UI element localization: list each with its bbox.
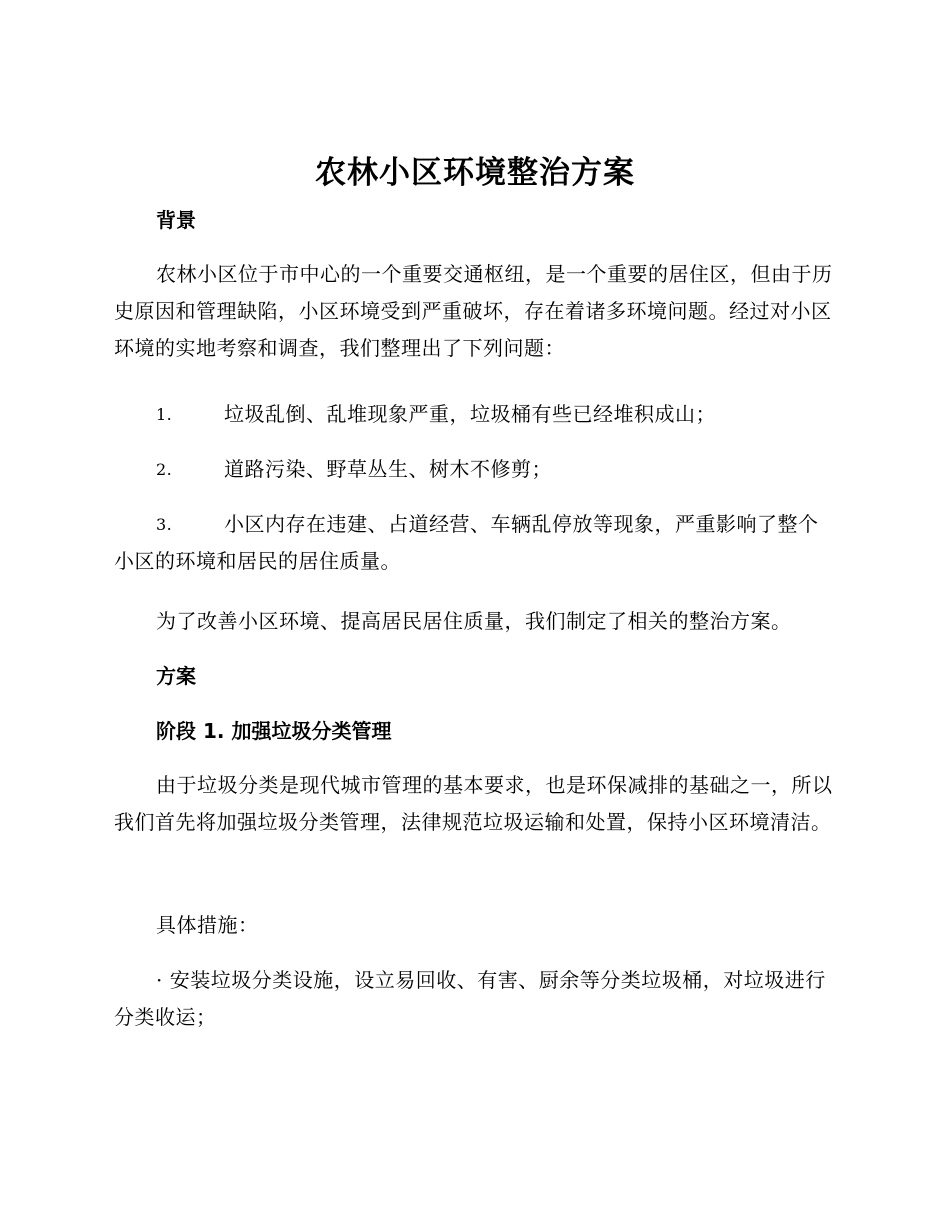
problem-item-2 [114,451,836,488]
problem-text: 小区内存在违建、占道经营、车辆乱停放等现象，严重影响了整个小区的环境和居民的居住质量。 [114,512,819,573]
stage-1-heading: 阶段 1. 加强垃圾分类管理 [156,719,392,743]
document-title: 农林小区环境整治方案 [315,155,635,191]
measure-item-1: · 安装垃圾分类设施，设立易回收、有害、厨余等分类垃圾桶，对垃圾进行分类收运； [114,968,826,1029]
measures-label: 具体措施： [156,913,259,937]
problem-item-3 [114,506,836,580]
problem-item-1 [114,396,836,433]
background-closing-paragraph: 为了改善小区环境、提高居民居住质量，我们制定了相关的整治方案。 [156,609,792,633]
problem-number: 2. [156,460,173,479]
problem-number: 1. [156,405,173,424]
problem-text: 垃圾乱倒、乱堆现象严重，垃圾桶有些已经堆积成山； [224,402,716,426]
background-paragraph: 农林小区位于市中心的一个重要交通枢纽，是一个重要的居住区，但由于历史原因和管理缺陷，小区环境受到严重破坏，存在着诸多环境问题。经过对小区环境的实地考察和调查，我们整理出了下列问题： [114,262,833,360]
section-heading-plan: 方案 [156,664,196,688]
problem-number: 3. [156,515,173,534]
problem-text: 道路污染、野草丛生、树木不修剪； [224,457,552,481]
section-heading-background: 背景 [156,208,196,232]
stage-1-paragraph: 由于垃圾分类是现代城市管理的基本要求，也是环保减排的基础之一，所以我们首先将加强垃圾分类管理，法律规范垃圾运输和处置，保持小区环境清洁。 [114,773,833,834]
